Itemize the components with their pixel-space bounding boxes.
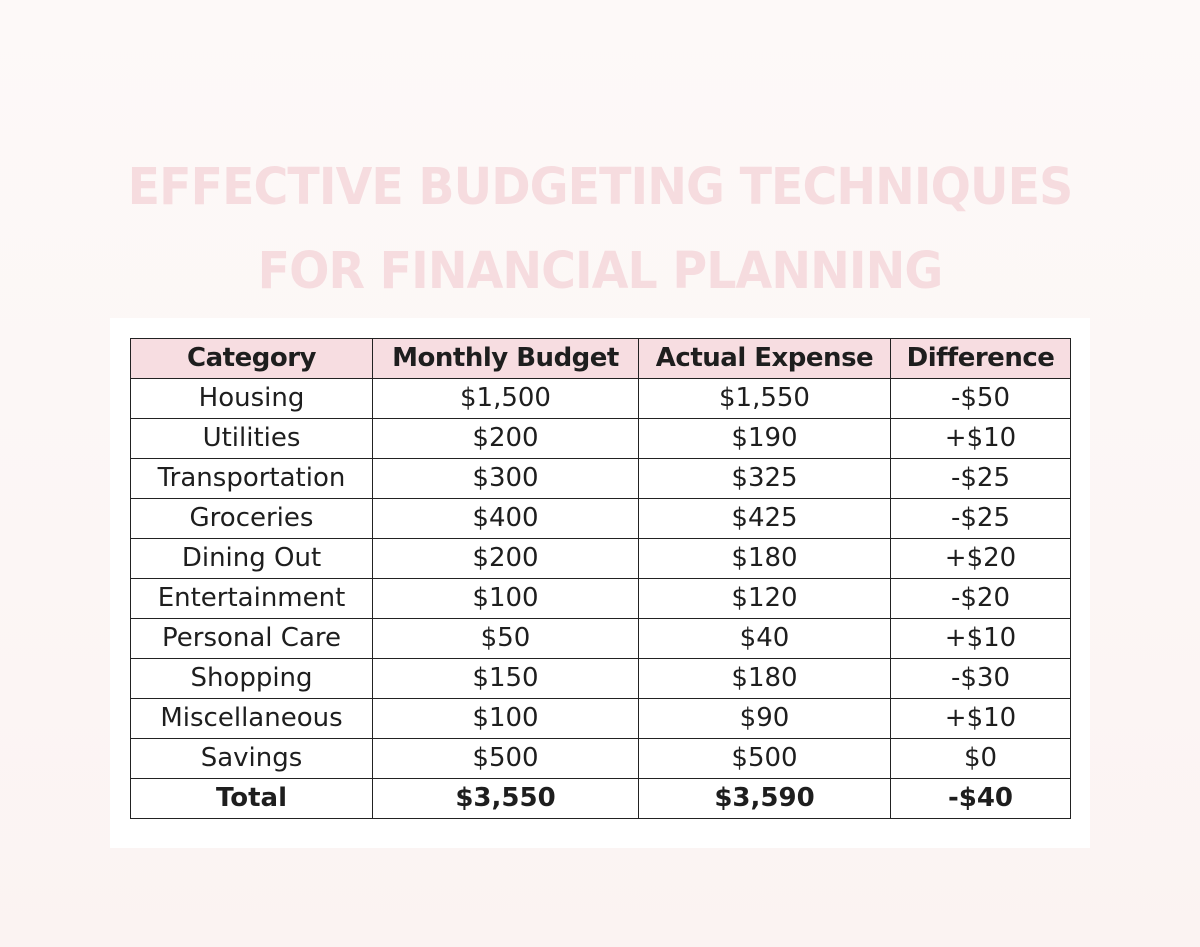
- cell-actual: $1,550: [639, 379, 891, 419]
- header-row: [131, 339, 1071, 379]
- cell-difference: +$10: [891, 699, 1071, 739]
- cell-category: Shopping: [131, 659, 373, 699]
- header-monthly-budget: Monthly Budget: [373, 339, 639, 379]
- table-row: [131, 579, 1071, 619]
- cell-category: Savings: [131, 739, 373, 779]
- total-row: [131, 779, 1071, 819]
- cell-actual: $180: [639, 659, 891, 699]
- budget-table: [130, 338, 1071, 819]
- table-row: [131, 659, 1071, 699]
- table-row: [131, 539, 1071, 579]
- table-row: [131, 499, 1071, 539]
- table-row: [131, 419, 1071, 459]
- cell-difference: -$20: [891, 579, 1071, 619]
- cell-actual: $425: [639, 499, 891, 539]
- title-line-1: EFFECTIVE BUDGETING TECHNIQUES: [127, 158, 1073, 218]
- cell-budget: $400: [373, 499, 639, 539]
- cell-actual: $90: [639, 699, 891, 739]
- cell-difference: -$25: [891, 499, 1071, 539]
- cell-budget: $200: [373, 539, 639, 579]
- cell-budget: $300: [373, 459, 639, 499]
- cell-difference: -$25: [891, 459, 1071, 499]
- cell-budget: $50: [373, 619, 639, 659]
- cell-actual: $190: [639, 419, 891, 459]
- cell-actual: $40: [639, 619, 891, 659]
- cell-budget: $100: [373, 579, 639, 619]
- table-row: [131, 739, 1071, 779]
- cell-budget: $100: [373, 699, 639, 739]
- cell-actual: $325: [639, 459, 891, 499]
- cell-category: Housing: [131, 379, 373, 419]
- table-row: [131, 379, 1071, 419]
- table-row: [131, 459, 1071, 499]
- header-actual-expense: Actual Expense: [639, 339, 891, 379]
- cell-budget: $500: [373, 739, 639, 779]
- header-difference: Difference: [891, 339, 1071, 379]
- title-line-2: FOR FINANCIAL PLANNING: [257, 242, 943, 302]
- cell-budget: $200: [373, 419, 639, 459]
- table-row: [131, 699, 1071, 739]
- cell-budget: $1,500: [373, 379, 639, 419]
- total-actual: $3,590: [639, 779, 891, 819]
- cell-difference: $0: [891, 739, 1071, 779]
- cell-difference: +$10: [891, 619, 1071, 659]
- total-budget: $3,550: [373, 779, 639, 819]
- cell-category: Groceries: [131, 499, 373, 539]
- cell-actual: $120: [639, 579, 891, 619]
- cell-budget: $150: [373, 659, 639, 699]
- total-difference: -$40: [891, 779, 1071, 819]
- page-title: [42, 146, 1158, 314]
- cell-difference: +$10: [891, 419, 1071, 459]
- cell-category: Transportation: [131, 459, 373, 499]
- cell-difference: +$20: [891, 539, 1071, 579]
- table-row: [131, 619, 1071, 659]
- cell-category: Entertainment: [131, 579, 373, 619]
- header-category: Category: [131, 339, 373, 379]
- cell-category: Dining Out: [131, 539, 373, 579]
- cell-actual: $180: [639, 539, 891, 579]
- cell-difference: -$50: [891, 379, 1071, 419]
- cell-category: Utilities: [131, 419, 373, 459]
- cell-category: Personal Care: [131, 619, 373, 659]
- cell-category: Miscellaneous: [131, 699, 373, 739]
- total-label: Total: [131, 779, 373, 819]
- cell-actual: $500: [639, 739, 891, 779]
- cell-difference: -$30: [891, 659, 1071, 699]
